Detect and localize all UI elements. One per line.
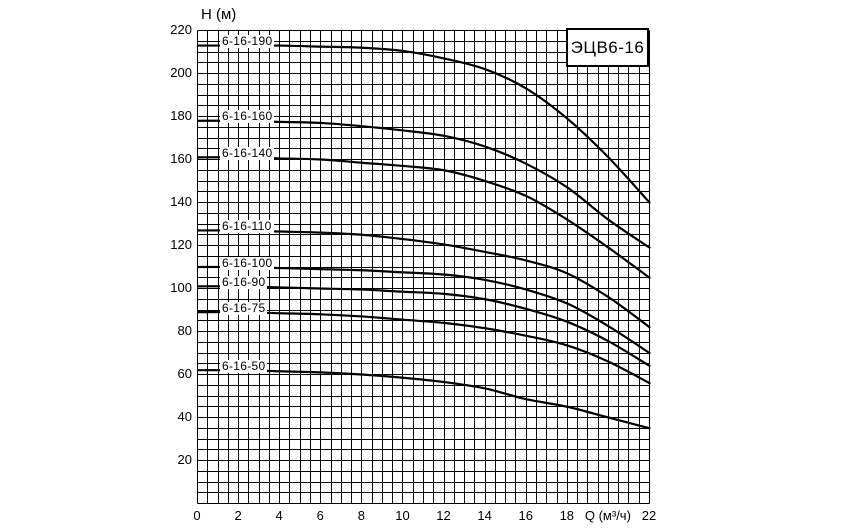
y-tick-label-140: 140 — [170, 194, 192, 209]
curve-label-6-16-190: 6-16-190 — [222, 34, 273, 49]
y-tick-label-80: 80 — [177, 323, 192, 338]
series-title-box — [566, 28, 649, 67]
curve-label-6-16-110: 6-16-110 — [222, 218, 272, 233]
y-tick-label-160: 160 — [170, 151, 192, 166]
x-tick-label-0: 0 — [193, 508, 201, 523]
y-tick-label-220: 220 — [170, 22, 192, 37]
y-tick-label-100: 100 — [170, 280, 192, 295]
x-tick-label-20: Q (м³/ч) — [584, 508, 631, 523]
x-tick-label-18: 18 — [559, 508, 575, 523]
x-tick-label-6: 6 — [316, 508, 324, 523]
x-tick-label-8: 8 — [357, 508, 365, 523]
y-tick-label-60: 60 — [177, 366, 192, 381]
x-tick-label-12: 12 — [436, 508, 451, 523]
x-tick-label-2: 2 — [234, 508, 242, 523]
x-tick-label-16: 16 — [518, 508, 533, 523]
curve-label-6-16-100: 6-16-100 — [222, 255, 273, 270]
y-axis-title: H (м) — [201, 6, 237, 23]
curve-label-6-16-75: 6-16-75 — [222, 300, 266, 315]
curve-label-6-16-140: 6-16-140 — [222, 145, 273, 160]
y-tick-label-40: 40 — [177, 409, 192, 424]
y-tick-label-20: 20 — [177, 452, 192, 467]
curve-label-6-16-50: 6-16-50 — [222, 358, 266, 373]
y-tick-label-120: 120 — [170, 237, 192, 252]
x-tick-label-10: 10 — [395, 508, 410, 523]
x-tick-label-4: 4 — [275, 508, 283, 523]
series-title-text: ЭЦВ6-16 — [570, 37, 645, 57]
y-tick-label-180: 180 — [170, 108, 192, 123]
x-tick-label-22: 22 — [641, 508, 657, 523]
curve-label-6-16-160: 6-16-160 — [222, 109, 273, 124]
curve-label-6-16-90: 6-16-90 — [222, 274, 266, 289]
x-tick-label-14: 14 — [477, 508, 492, 523]
y-tick-label-200: 200 — [170, 65, 192, 80]
